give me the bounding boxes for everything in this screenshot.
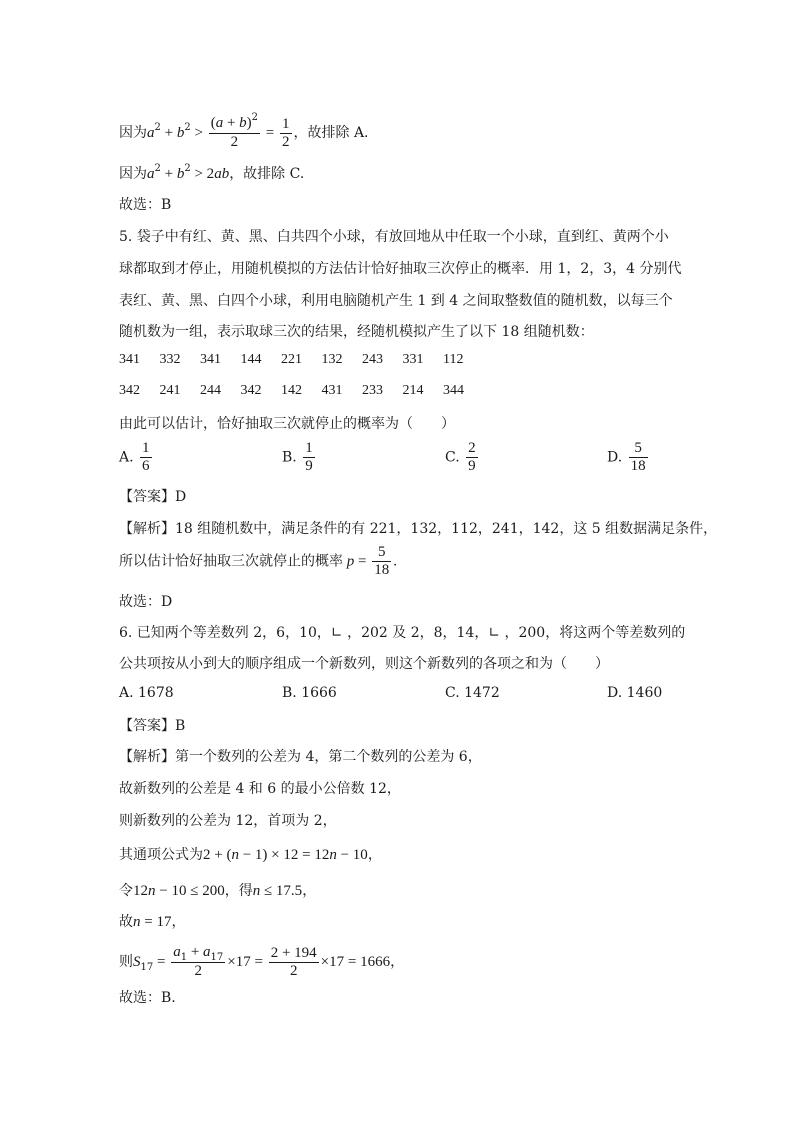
q5-explanation-line-2: 所以估计恰好抽取三次就停止的概率 p = $\frac{5}{18}$ .: [119, 544, 397, 578]
denominator: 6: [142, 458, 150, 474]
denominator: 9: [305, 458, 313, 474]
random-number: 214: [402, 383, 424, 398]
numerator: 5: [629, 440, 648, 458]
random-number: 332: [159, 352, 181, 367]
q6-explanation-line-1: 【解析】第一个数列的公差为 4，第二个数列的公差为 6，: [119, 749, 482, 765]
q5-stem-line-5: 由此可以估计，恰好抽取三次就停止的概率为（ ）: [119, 416, 455, 432]
q6-option-d: D. 1460: [607, 685, 663, 701]
fraction: [629, 440, 648, 475]
q5-stem-line-4: 随机数为一组，表示取球三次的结果，经随机模拟产生了以下 18 组随机数：: [119, 324, 594, 340]
text-prefix: 因为: [119, 125, 147, 141]
q6-explanation-line-5: 令12n − 10 ≤ 200，得n ≤ 17.5，: [119, 883, 317, 899]
random-number: 221: [281, 352, 302, 367]
text-prefix: 所以估计恰好抽取三次就停止的概率: [119, 553, 343, 570]
q6-stem-line-2: 公共项按从小到大的顺序组成一个新数列，则这个新数列的各项之和为（ ）: [119, 656, 609, 672]
inequality-line-2: 因为$a^2 + b^2 > 2ab$，故排除 C.: [119, 163, 305, 182]
text-suffix: ，故排除 C.: [229, 166, 305, 182]
random-number: 241: [159, 383, 181, 398]
numerator: 2: [468, 440, 476, 456]
denominator: 18: [630, 458, 646, 474]
inequality-line-1: 因为$a^2 + b^2$ > $\frac{(a + b)^2}{2}$ = $\frac{1}{2}$ ，故排除 A.: [119, 112, 369, 150]
random-number: 244: [200, 383, 221, 398]
text-suffix: ，故排除 A.: [293, 125, 369, 141]
random-number: 142: [281, 383, 302, 398]
numerator: 1: [305, 440, 313, 456]
q6-explanation-line-7: 则$S_{17}$ = $\frac{a_1 + a_{17}}{2}$ ×17 = $\frac{2 + 194}{2}$ ×17 = 1666，: [119, 944, 405, 979]
q5-option-b: [282, 440, 317, 475]
random-number: 341: [119, 352, 140, 367]
text-prefix: 令: [119, 883, 133, 899]
q5-stem-line-2: 球都取到才停止，用随机模拟的方法估计恰好抽取三次停止的概率．用 1，2，3，4 分别代: [119, 261, 682, 277]
fraction: $\frac{a_1 + a_{17}}{2}$: [173, 944, 224, 979]
q5-explanation-line-1: 【解析】18 组随机数中，满足条件的有 221，132，112，241，142，这 5 组数据满足条件，: [119, 521, 718, 537]
q5-stem-line-1: 5. 袋子中有红、黄、黑、白共四个小球，有放回地从中任取一个小球，直到红、黄两个小: [119, 229, 669, 245]
q5-option-c: [445, 440, 480, 475]
q5-option-a: [119, 440, 154, 475]
fraction: [466, 440, 478, 475]
q6-explanation-line-2: 故新数列的公差是 4 和 6 的最小公倍数 12，: [119, 781, 401, 797]
random-number: 233: [362, 383, 383, 398]
random-number: 342: [240, 383, 262, 398]
numerator: 1: [142, 440, 150, 456]
q6-stem-line-1: 6. 已知两个等差数列 2，6，10，∟ ，202 及 2，8，14，∟ ，200，将这两个等差数列的: [119, 625, 686, 641]
q6-option-a: A. 1678: [119, 685, 174, 701]
q6-explanation-line-3: 则新数列的公差为 12，首项为 2，: [119, 813, 337, 829]
random-number-row-1: [119, 352, 484, 368]
fraction: $\frac{(a + b)^2}{2}$: [210, 112, 259, 150]
option-label: B.: [282, 449, 297, 466]
q6-option-c: C. 1472: [445, 685, 500, 701]
text-prefix: 因为: [119, 166, 147, 182]
random-number: 331: [402, 352, 424, 367]
q5-option-d: [607, 440, 650, 475]
fraction: $\frac{5}{18}$: [374, 544, 390, 578]
fraction: $\frac{2 + 194}{2}$: [270, 944, 317, 979]
option-label: C.: [445, 449, 460, 466]
random-number: 112: [443, 352, 464, 367]
option-label: A.: [119, 449, 134, 466]
q5-stem-line-3: 表红、黄、黑、白四个小球，利用电脑随机产生 1 到 4 之间取整数值的随机数，以每三个: [119, 293, 673, 309]
q6-explanation-line-4: 其通项公式为2 + (n − 1) × 12 = 12n − 10，: [119, 847, 382, 863]
fraction: [303, 440, 315, 475]
q6-explanation-line-6: 故n = 17，: [119, 914, 186, 930]
random-number: 341: [200, 352, 221, 367]
q6-option-b: B. 1666: [282, 685, 337, 701]
text-prefix: 故: [119, 914, 133, 930]
random-number-row-2: [119, 383, 484, 399]
q5-answer: 【答案】D: [119, 489, 187, 505]
answer-choice-line: 故选：B: [119, 197, 172, 213]
q5-explanation-line-3: 故选：D: [119, 594, 173, 610]
random-number: 144: [240, 352, 262, 367]
denominator: 9: [468, 458, 476, 474]
random-number: 431: [321, 383, 343, 398]
q6-explanation-line-8: 故选：B.: [119, 990, 176, 1006]
fraction: [140, 440, 152, 475]
text-mid: ，得: [224, 883, 253, 899]
random-number: 344: [443, 383, 464, 398]
q6-answer: 【答案】B: [119, 718, 186, 734]
fraction: $\frac{1}{2}$: [282, 115, 290, 150]
random-number: 132: [321, 352, 343, 367]
random-number: 342: [119, 383, 140, 398]
text-prefix: 则: [119, 954, 133, 970]
text-prefix: 其通项公式为: [119, 847, 203, 863]
random-number: 243: [362, 352, 383, 367]
option-label: D.: [607, 449, 623, 466]
